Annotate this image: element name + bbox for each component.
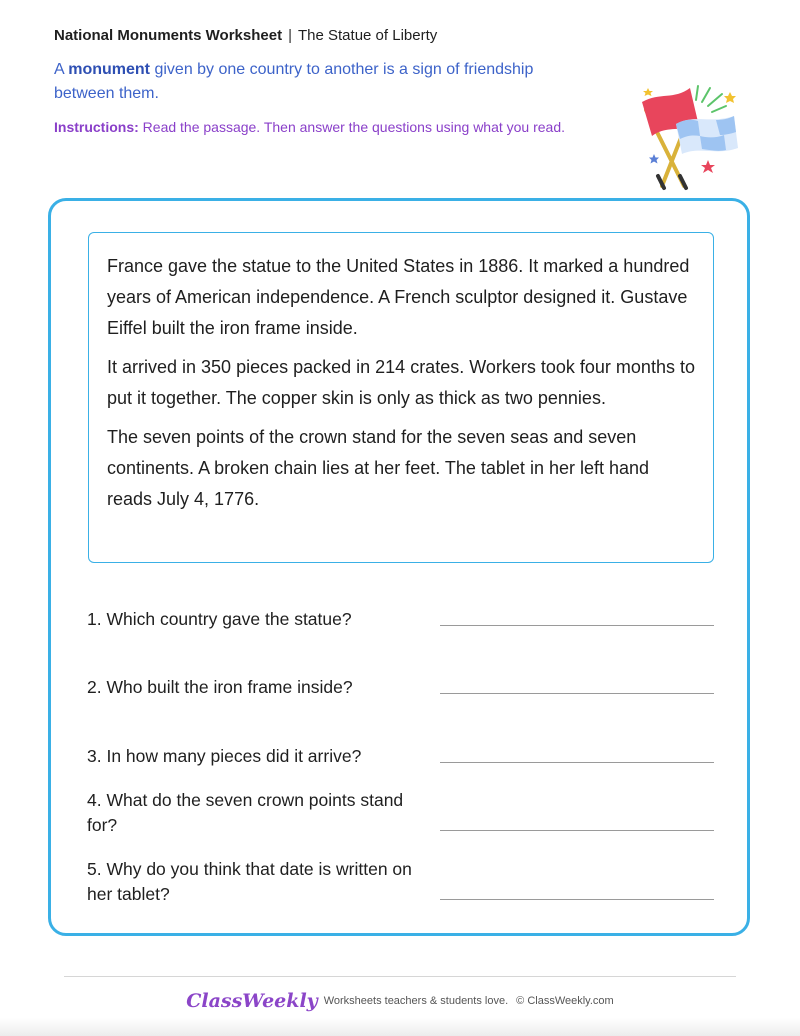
answer-line-3[interactable] <box>440 762 714 763</box>
star-icon <box>701 160 715 173</box>
flag-handle-icon <box>680 176 686 188</box>
star-icon <box>643 88 653 96</box>
question-5: 5. Why do you think that date is written on her tablet? <box>87 859 412 904</box>
passage-paragraph: The seven points of the crown stand for the seven seas and seven continents. A broken chain lies at her feet. The tablet in her left hand reads July 4, 1776. <box>107 427 650 509</box>
instructions-text: Read the passage. Then answer the questions using what you read. <box>138 119 566 135</box>
intro-rest: given by one country to another is a sign of friendship between them. <box>54 61 534 102</box>
answer-line-2[interactable] <box>440 693 714 694</box>
footer-tagline: Worksheets teachers & students love. <box>323 995 509 1008</box>
question-4: 4. What do the seven crown points stand for? <box>87 790 404 835</box>
intro-text <box>54 58 574 106</box>
question-3: 3. In how many pieces did it arrive? <box>87 746 362 766</box>
intro-keyword: monument <box>68 61 151 78</box>
brand-logo: ClassWeekly <box>186 990 318 1013</box>
page-bottom-shadow <box>0 1018 800 1036</box>
question-2: 2. Who built the iron frame inside? <box>87 677 353 697</box>
worksheet-subtitle: The Statue of Liberty <box>298 27 438 44</box>
question-1: 1. Which country gave the statue? <box>87 609 352 629</box>
passage-paragraph: It arrived in 350 pieces packed in 214 crates. Workers took four months to put it together. The copper skin is only as thick as two pennies. <box>107 357 695 408</box>
worksheet-header <box>54 26 614 138</box>
instructions <box>54 116 574 138</box>
answer-line-5[interactable] <box>440 899 714 900</box>
star-icon <box>649 154 659 164</box>
crossed-flags-icon <box>630 80 750 200</box>
worksheet-title-main: National Monuments Worksheet <box>54 27 283 44</box>
footer-copyright: © ClassWeekly.com <box>516 995 614 1008</box>
answer-line-1[interactable] <box>440 625 714 626</box>
footer-divider <box>64 976 736 977</box>
intro-prefix: A <box>54 61 69 78</box>
passage-paragraph: France gave the statue to the United States in 1886. It marked a hundred years of American independence. A French sculptor designed it. Gustave Eiffel built the iron frame inside. <box>107 256 690 338</box>
flag-check-icon <box>700 135 726 151</box>
spark-icon <box>696 86 698 100</box>
instructions-label: Instructions: <box>54 119 139 135</box>
answer-line-4[interactable] <box>440 830 714 831</box>
worksheet-title <box>54 26 614 46</box>
title-separator: | <box>288 27 292 44</box>
spark-icon <box>712 106 726 112</box>
star-icon <box>724 92 736 103</box>
spark-icon <box>708 94 722 106</box>
reading-passage <box>88 232 714 563</box>
footer <box>0 988 800 1014</box>
spark-icon <box>702 88 710 102</box>
